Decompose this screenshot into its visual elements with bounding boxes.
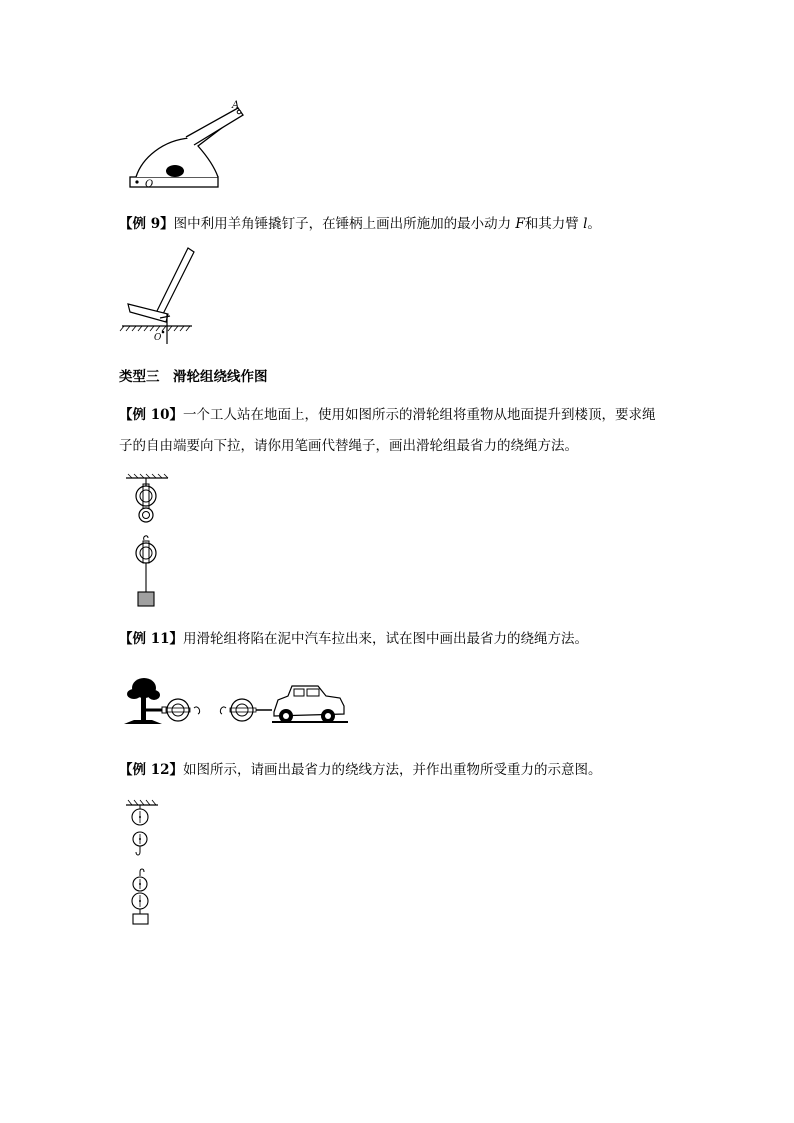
label-o: O xyxy=(145,179,154,190)
example-bracket: 】 xyxy=(169,407,183,423)
example-bracket: 】 xyxy=(169,631,183,647)
example10-question xyxy=(119,404,656,426)
label-o: O xyxy=(154,333,162,343)
example-number: 例 11 xyxy=(132,631,170,647)
example-bracket: 【 xyxy=(119,407,133,423)
car-icon xyxy=(272,686,348,723)
car-pulley-figure xyxy=(122,676,352,728)
question-text: 用滑轮组将陷在泥中汽车拉出来，试在图中画出最省力的绕绳方法。 xyxy=(183,631,588,647)
hammer-figure xyxy=(120,246,200,346)
example-number: 例 12 xyxy=(132,762,170,778)
pulley-figure-10 xyxy=(124,474,174,610)
example-bracket: 】 xyxy=(160,216,174,232)
example-bracket: 】 xyxy=(169,762,183,778)
example-bracket: 【 xyxy=(119,631,133,647)
example12-question xyxy=(119,759,602,781)
example-number: 例 10 xyxy=(132,407,170,423)
question-text: 一个工人站在地面上，使用如图所示的滑轮组将重物从地面提升到楼顶，要求绳 xyxy=(183,407,656,423)
example-bracket: 【 xyxy=(119,216,133,232)
question-text: 图中利用羊角锤撬钉子，在锤柄上画出所施加的最小动力 xyxy=(173,216,516,232)
lever-figure xyxy=(128,100,240,192)
example10-question-line2: 子的自由端要向下拉，请你用笔画代替绳子，画出滑轮组最省力的绕绳方法。 xyxy=(119,438,578,454)
example9-question xyxy=(119,213,601,235)
question-text: 。 xyxy=(587,216,601,232)
tree-icon xyxy=(124,678,162,724)
question-text: 和其力臂 xyxy=(524,216,584,232)
example-bracket: 【 xyxy=(119,762,133,778)
pulley-figure-12 xyxy=(124,800,164,928)
section-title: 类型三 滑轮组绕线作图 xyxy=(119,369,268,385)
arm-symbol: l xyxy=(583,216,588,232)
label-a: A xyxy=(232,100,240,111)
example-number: 例 9 xyxy=(132,216,161,232)
question-text: 如图所示，请画出最省力的绕线方法，并作出重物所受重力的示意图。 xyxy=(183,762,602,778)
force-symbol: F xyxy=(515,216,525,232)
example11-question xyxy=(119,628,588,650)
